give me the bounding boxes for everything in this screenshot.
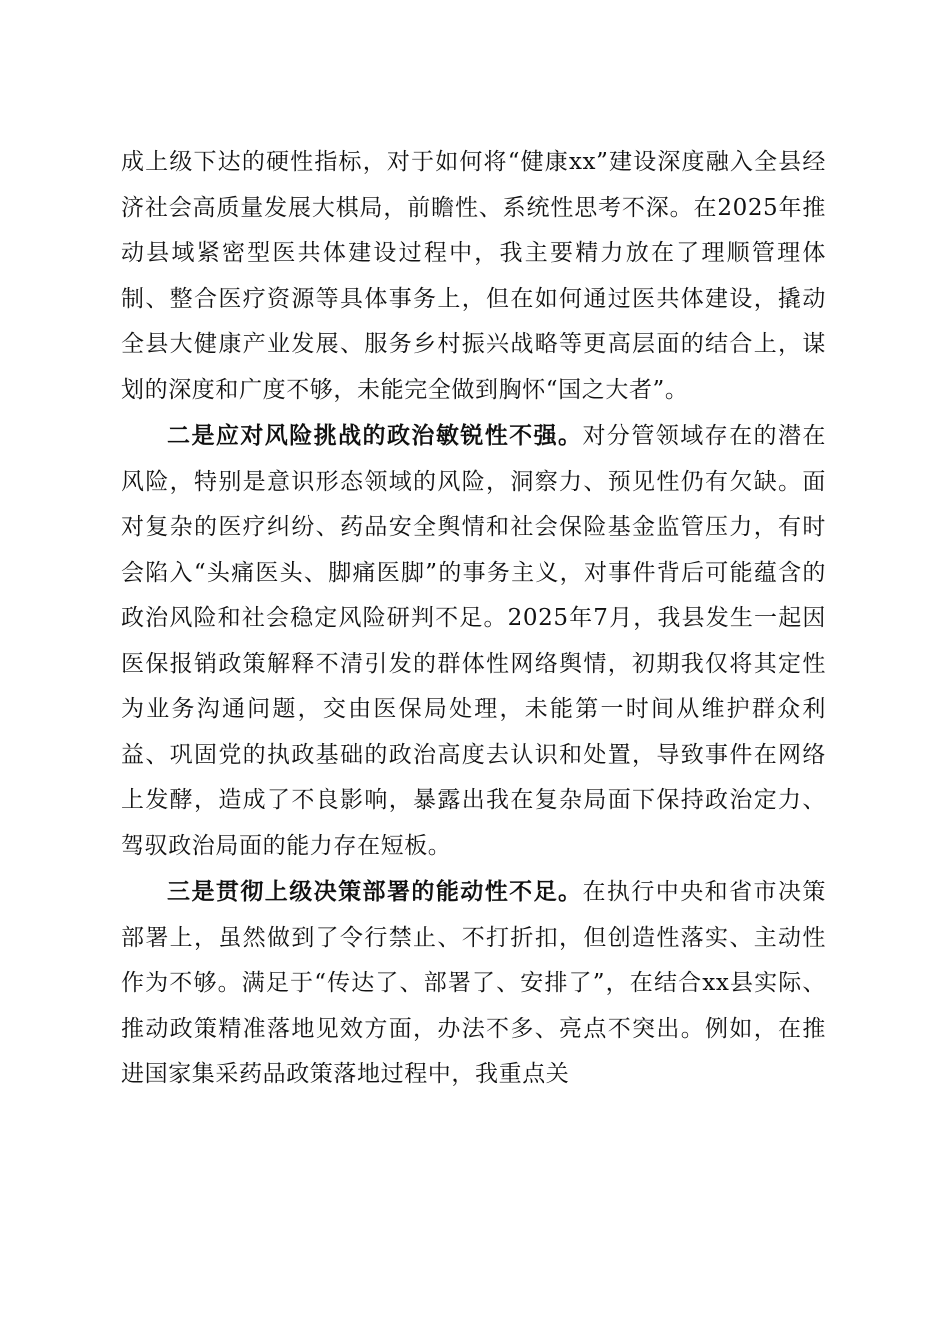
paragraph-2	[121, 413, 826, 869]
paragraph-1-text: 成上级下达的硬性指标，对于如何将“健康xx”建设深度融入全县经济社会高质量发展大棋局，前瞻性、系统性思考不深。在2025年推动县域紧密型医共体建设过程中，我主要精力放在了理顺管理体制、整合医疗资源等具体事务上，但在如何通过医共体建设，撬动全县大健康产业发展、服务乡村振兴战略等更高层面的结合上，谋划的深度和广度不够，未能完全做到胸怀“国之大者”。	[121, 149, 826, 403]
document-body	[121, 140, 826, 1098]
paragraph-2-heading: 二是应对风险挑战的政治敏锐性不强。	[167, 422, 583, 449]
paragraph-2-text: 对分管领域存在的潜在风险，特别是意识形态领域的风险，洞察力、预见性仍有欠缺。面对复杂的医疗纠纷、药品安全舆情和社会保险基金监管压力，有时会陷入“头痛医头、脚痛医脚”的事务主义，对事件背后可能蕴含的政治风险和社会稳定风险研判不足。2025年7月，我县发生一起因医保报销政策解释不清引发的群体性网络舆情，初期我仅将其定性为业务沟通问题，交由医保局处理，未能第一时间从维护群众利益、巩固党的执政基础的政治高度去认识和处置，导致事件在网络上发酵，造成了不良影响，暴露出我在复杂局面下保持政治定力、驾驭政治局面的能力存在短板。	[121, 423, 826, 859]
paragraph-3-text: 在执行中央和省市决策部署上，虽然做到了令行禁止、不打折扣，但创造性落实、主动性作为不够。满足于“传达了、部署了、安排了”，在结合xx县实际、推动政策精准落地见效方面，办法不多、亮点不突出。例如，在推进国家集采药品政策落地过程中，我重点关	[121, 879, 826, 1087]
paragraph-1	[121, 140, 826, 413]
paragraph-3	[121, 869, 826, 1098]
paragraph-3-heading: 三是贯彻上级决策部署的能动性不足。	[167, 878, 583, 905]
